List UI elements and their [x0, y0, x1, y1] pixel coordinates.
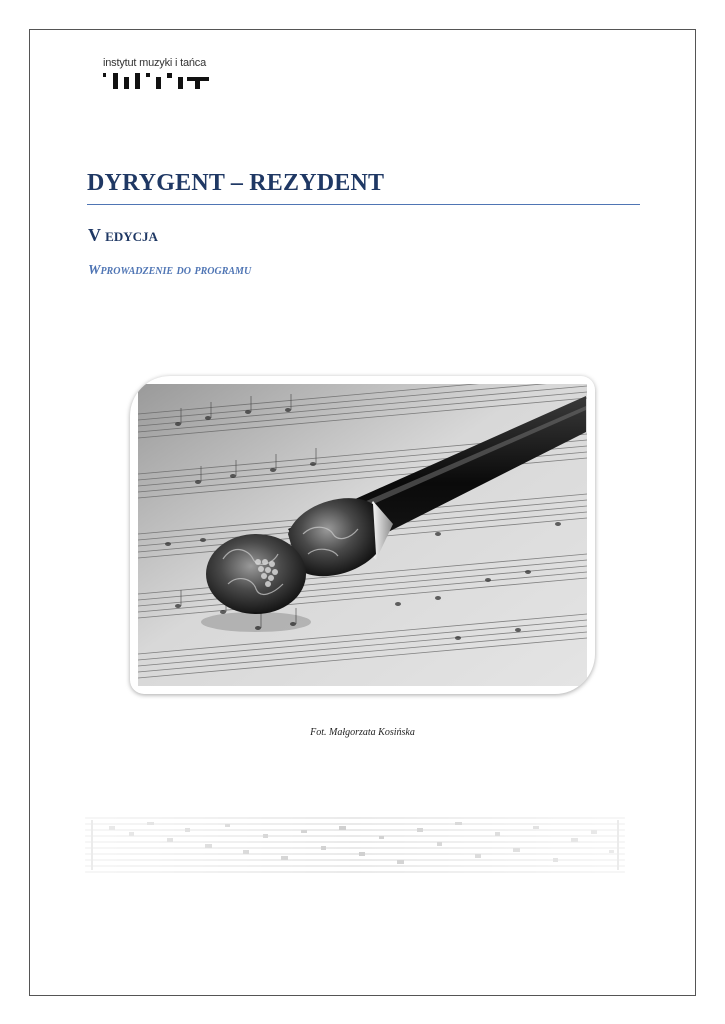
baton-on-score-image: [138, 384, 587, 686]
score-decoration: [85, 810, 625, 876]
institute-logo: [103, 57, 213, 91]
title-divider: [87, 204, 640, 205]
logo-bars-icon: [103, 73, 213, 89]
edition-heading: V edycja: [88, 225, 158, 245]
photo-caption: Fot. Małgorzata Kosińska: [310, 727, 415, 738]
baton-photo: [130, 376, 595, 694]
subtitle-heading: Wprowadzenie do programu: [88, 263, 252, 278]
document-title: DYRYGENT – REZYDENT: [87, 170, 385, 196]
logo-text: instytut muzyki i tańca: [103, 57, 206, 69]
